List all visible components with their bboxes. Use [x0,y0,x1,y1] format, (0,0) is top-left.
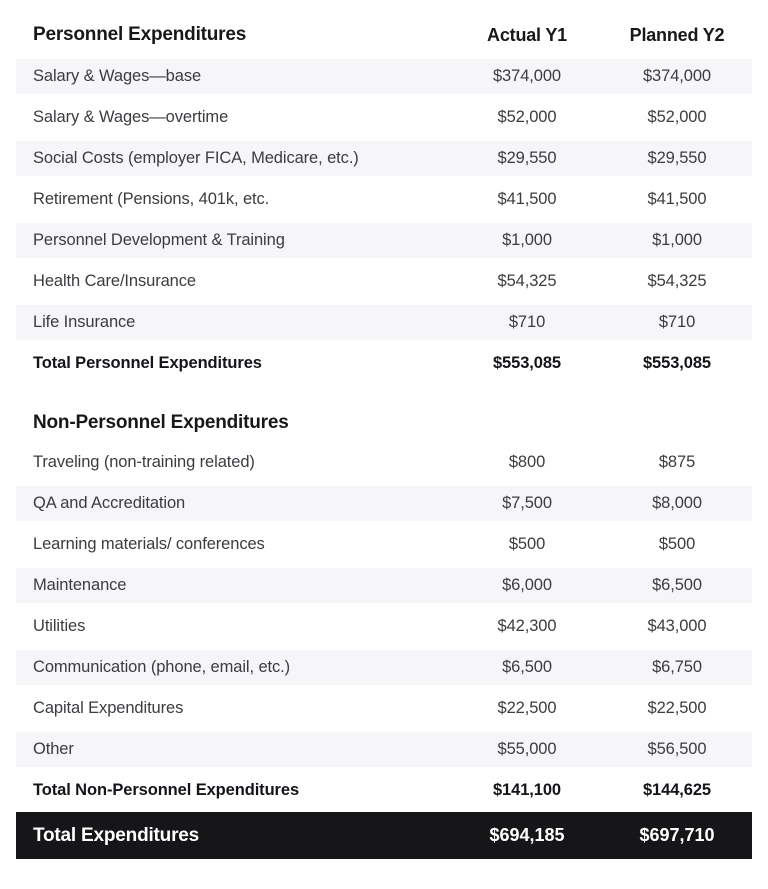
total-value-planned-y2: $553,085 [642,354,712,372]
row-value-planned-y2: $52,000 [647,108,707,126]
row-value-actual-y1: $500 [508,535,546,553]
personnel-section-title: Personnel Expenditures [33,24,247,45]
row-value-planned-y2: $41,500 [647,190,707,208]
table-row [16,442,752,483]
row-label: Salary & Wages—overtime [33,108,229,126]
row-value-planned-y2: $22,500 [647,699,707,717]
grand-total-value-actual-y1: $694,185 [489,825,565,845]
table-row [16,647,752,688]
total-label: Total Personnel Expenditures [33,354,262,372]
row-value-planned-y2: $1,000 [652,231,702,249]
table-row [16,220,752,261]
total-value-actual-y1: $141,100 [492,781,562,799]
row-label: Life Insurance [33,313,136,331]
row-label: QA and Accreditation [33,494,186,512]
row-value-planned-y2: $6,750 [652,658,702,676]
row-label: Salary & Wages—base [33,67,202,85]
row-label: Capital Expenditures [33,699,184,717]
total-value-actual-y1: $553,085 [492,354,562,372]
row-value-actual-y1: $374,000 [492,67,562,85]
grand-total-value-planned-y2: $697,710 [639,825,715,845]
row-value-actual-y1: $55,000 [497,740,557,758]
column-header-actual-y1: Actual Y1 [487,24,567,45]
personnel-total-row [16,343,752,384]
row-value-planned-y2: $500 [658,535,696,553]
row-label: Other [33,740,74,758]
personnel-section-header [16,14,752,56]
row-value-actual-y1: $29,550 [497,149,557,167]
table-row [16,606,752,647]
row-label: Learning materials/ conferences [33,535,265,553]
non-personnel-section-header [16,404,752,442]
row-value-actual-y1: $1,000 [502,231,552,249]
table-row [16,261,752,302]
table-row [16,179,752,220]
row-value-planned-y2: $54,325 [647,272,707,290]
column-header-planned-y2: Planned Y2 [629,24,725,45]
row-value-planned-y2: $374,000 [642,67,712,85]
row-value-actual-y1: $54,325 [497,272,557,290]
row-value-actual-y1: $710 [508,313,546,331]
row-value-planned-y2: $56,500 [647,740,707,758]
table-row [16,56,752,97]
row-label: Social Costs (employer FICA, Medicare, etc.) [33,149,359,167]
row-value-actual-y1: $22,500 [497,699,557,717]
table-row [16,138,752,179]
table-row [16,729,752,770]
row-value-planned-y2: $8,000 [652,494,702,512]
row-value-actual-y1: $42,300 [497,617,557,635]
row-label: Traveling (non-training related) [33,453,255,471]
total-value-planned-y2: $144,625 [642,781,712,799]
table-row [16,302,752,343]
row-label: Utilities [33,617,86,635]
row-label: Health Care/Insurance [33,272,196,290]
row-value-actual-y1: $7,500 [502,494,552,512]
row-value-planned-y2: $875 [658,453,696,471]
grand-total-bar [16,812,752,859]
row-value-actual-y1: $41,500 [497,190,557,208]
row-value-actual-y1: $52,000 [497,108,557,126]
row-value-actual-y1: $6,000 [502,576,552,594]
total-label: Total Non-Personnel Expenditures [33,781,300,799]
row-value-actual-y1: $6,500 [502,658,552,676]
grand-total-label: Total Expenditures [33,824,200,846]
non-personnel-section-title: Non-Personnel Expenditures [33,412,289,433]
table-row [16,97,752,138]
table-row [16,688,752,729]
row-label: Maintenance [33,576,127,594]
row-value-planned-y2: $43,000 [647,617,707,635]
table-row [16,483,752,524]
row-value-actual-y1: $800 [508,453,546,471]
row-label: Retirement (Pensions, 401k, etc. [33,190,270,208]
non-personnel-total-row [16,770,752,811]
table-row [16,524,752,565]
row-label: Communication (phone, email, etc.) [33,658,291,676]
row-value-planned-y2: $6,500 [652,576,702,594]
row-value-planned-y2: $710 [658,313,696,331]
row-label: Personnel Development & Training [33,231,285,249]
table-row [16,565,752,606]
row-value-planned-y2: $29,550 [647,149,707,167]
